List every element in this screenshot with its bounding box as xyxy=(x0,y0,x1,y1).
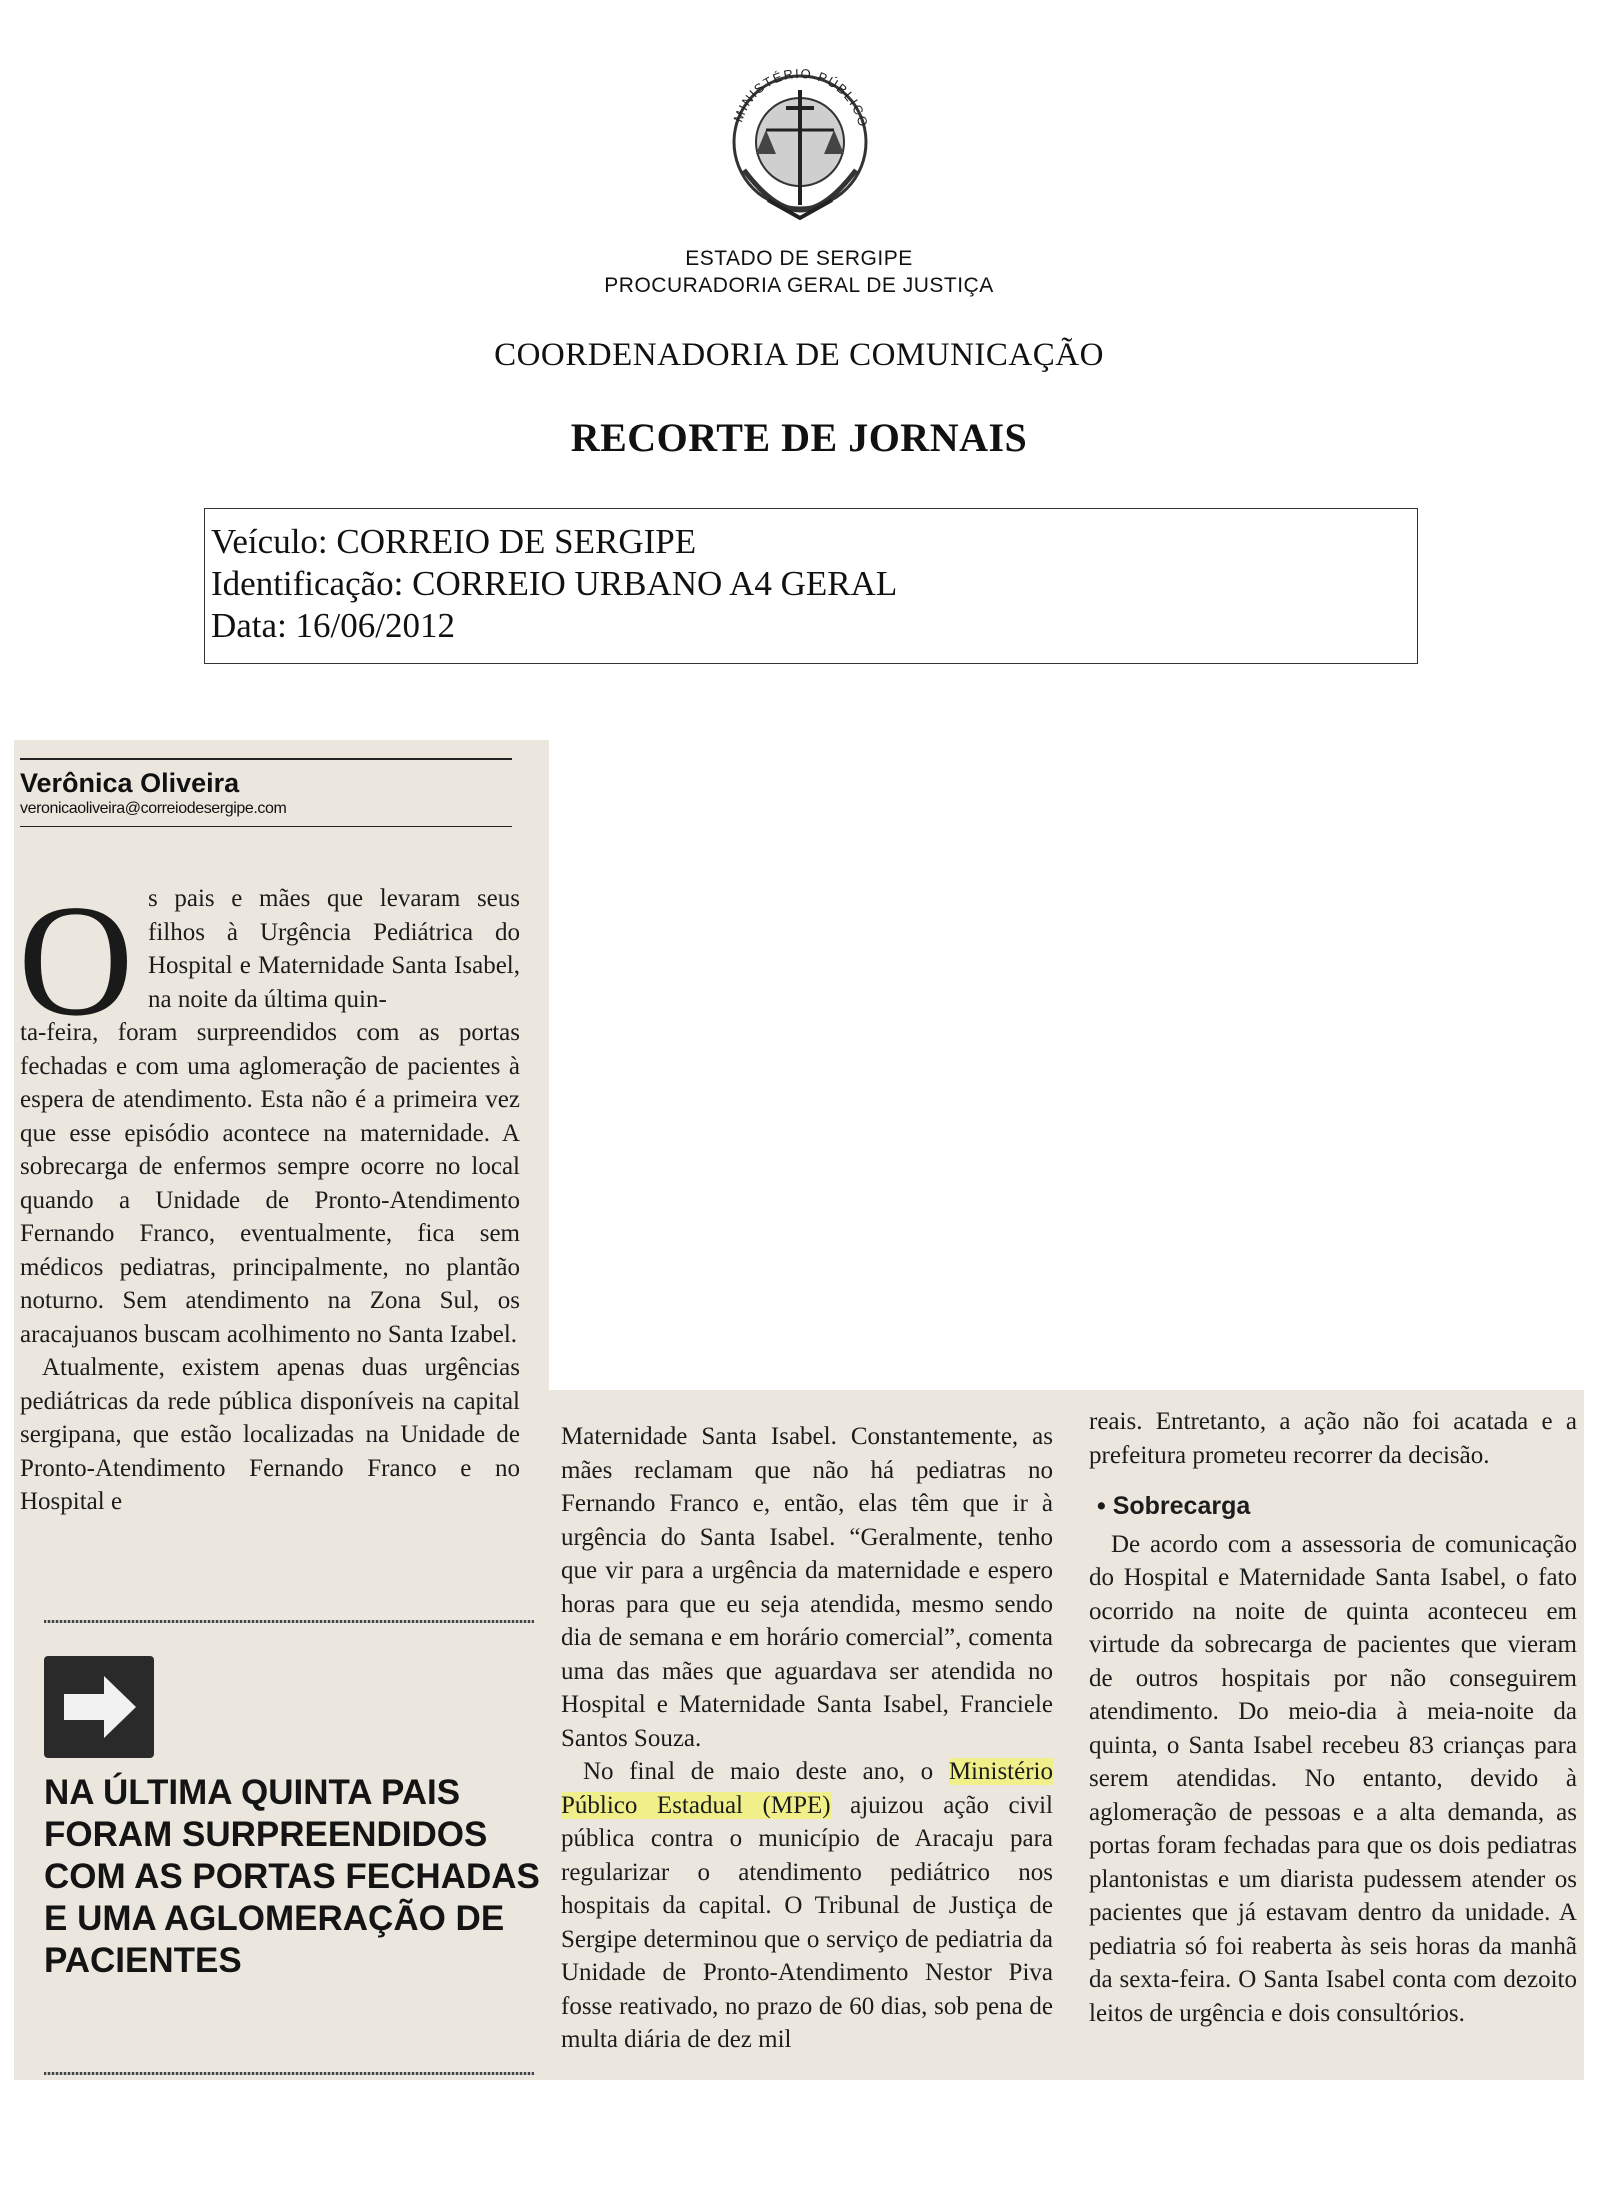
col3-paragraph-1: reais. Entretanto, a ação não foi acatada e a prefeitura prometeu recorrer da decisão. xyxy=(1089,1408,1577,1469)
highlighted-mpe: Ministério Público Estadual (MPE) xyxy=(561,1758,1053,1819)
procuradoria-name: PROCURADORIA GERAL DE JUSTIÇA xyxy=(604,274,994,297)
department-title: COORDENADORIA DE COMUNICAÇÃO xyxy=(494,337,1104,373)
col2-text-b: ajuizou ação civil pública contra o município de Aracaju para regularizar o atendimento pediátrico nos hospitais da capital. O Tribunal de Justiça de Sergipe determinou que o serviço de pediatria da Unidade de Pronto-Atendimento Nestor Piva fosse reativado, no prazo de 60 dias, sob pena de multa diária de dez mil xyxy=(561,1791,1053,2053)
subheading: • Sobrecarga xyxy=(1097,1492,1251,1520)
drop-cap: O xyxy=(18,871,134,1049)
clipping-info-box xyxy=(204,508,1418,664)
col2-text-a: No final de maio deste ano, o xyxy=(583,1758,949,1785)
lead-paragraph-rest: ta-feira, foram surpreendidos com as portas fechadas e com uma aglomeração de pacientes à espera de atendimento. Esta não é a primeira vez que esse episódio acontece na maternidade. A sobrecarga de enfermos sempre ocorre no local quando a Unidade de Pronto-Atendimento Fernando Franco, eventualmente, fica sem médicos pediatras, principalmente, no plantão noturno. Sem atendimento na Zona Sul, os aracajuanos buscam acolhimento no Santa Izabel. xyxy=(20,1019,520,1348)
pull-quote: NA ÚLTIMA QUINTA PAIS FORAM SURPREENDIDOS COM AS PORTAS FECHADAS E UMA AGLOMERAÇÃO DE PACIENTES xyxy=(44,1773,540,1980)
clipping-right xyxy=(549,1390,1584,2080)
col2-paragraph-2 xyxy=(561,1755,1053,2057)
info-identificacao: Identificação: CORREIO URBANO A4 GERAL xyxy=(211,564,898,603)
info-data: Data: 16/06/2012 xyxy=(211,606,455,645)
author-email: veronicaoliveira@correiodesergipe.com xyxy=(20,800,287,817)
svg-text:MINISTÉRIO PÚBLICO: MINISTÉRIO PÚBLICO xyxy=(730,65,872,130)
author-name: Verônica Oliveira xyxy=(20,768,240,798)
quote-divider-bottom xyxy=(44,2072,534,2075)
ministerio-publico-seal-icon xyxy=(714,50,886,230)
lead-paragraph-start: s pais e mães que levaram seus filhos à Urgência Pediátrica do Hospital e Maternidade Santa Isabel, na noite da última quin- xyxy=(148,885,520,1013)
clipping-left xyxy=(14,740,549,2080)
right-arrow-icon xyxy=(44,1656,154,1758)
col3-paragraph-2: De acordo com a assessoria de comunicação do Hospital e Maternidade Santa Isabel, o fato ocorrido na noite de quinta aconteceu em virtude da sobrecarga de pacientes que vieram de outros hospitais por não conseguirem atendimento. Do meio-dia à meia-noite da quinta, o Santa Isabel recebeu 83 crianças para serem atendidas. No entanto, devido à aglomeração de pessoas e a alta demanda, as portas foram fechadas para que os dois pediatras plantonistas e um diarista pudessem atender os pacientes que já estavam dentro da unidade. A pediatria só foi reaberta às seis horas da manhã da sexta-feira. O Santa Isabel conta com dezoito leitos de urgência e dois consultórios. xyxy=(1089,1530,1577,2027)
divider xyxy=(20,826,512,827)
col2-paragraph-1: Maternidade Santa Isabel. Constantemente, as mães reclamam que não há pediatras no Fernando Franco e, então, elas têm que ir à urgência do Santa Isabel. “Geralmente, tenho que vir para a urgência da maternidade e espero horas para que eu seja atendida, mesmo sendo dia de semana e em horário comercial”, comenta uma das mães que aguardava ser atendida no Hospital e Maternidade Santa Isabel, Franciele Santos Souza. xyxy=(561,1423,1053,1752)
state-name: ESTADO DE SERGIPE xyxy=(685,247,913,270)
info-veiculo: Veículo: CORREIO DE SERGIPE xyxy=(211,522,697,561)
paragraph-2: Atualmente, existem apenas duas urgências pediátricas da rede pública disponíveis na capital sergipana, que estão localizadas na Unidade de Pronto-Atendimento Fernando Franco e no Hospital e xyxy=(20,1354,520,1515)
page-title: RECORTE DE JORNAIS xyxy=(570,415,1028,460)
lead-paragraph-body xyxy=(20,1016,520,1519)
article-column-3 xyxy=(1089,1405,1577,2030)
article-column-2 xyxy=(561,1420,1053,2057)
divider xyxy=(20,758,512,760)
quote-divider-top xyxy=(44,1620,534,1623)
